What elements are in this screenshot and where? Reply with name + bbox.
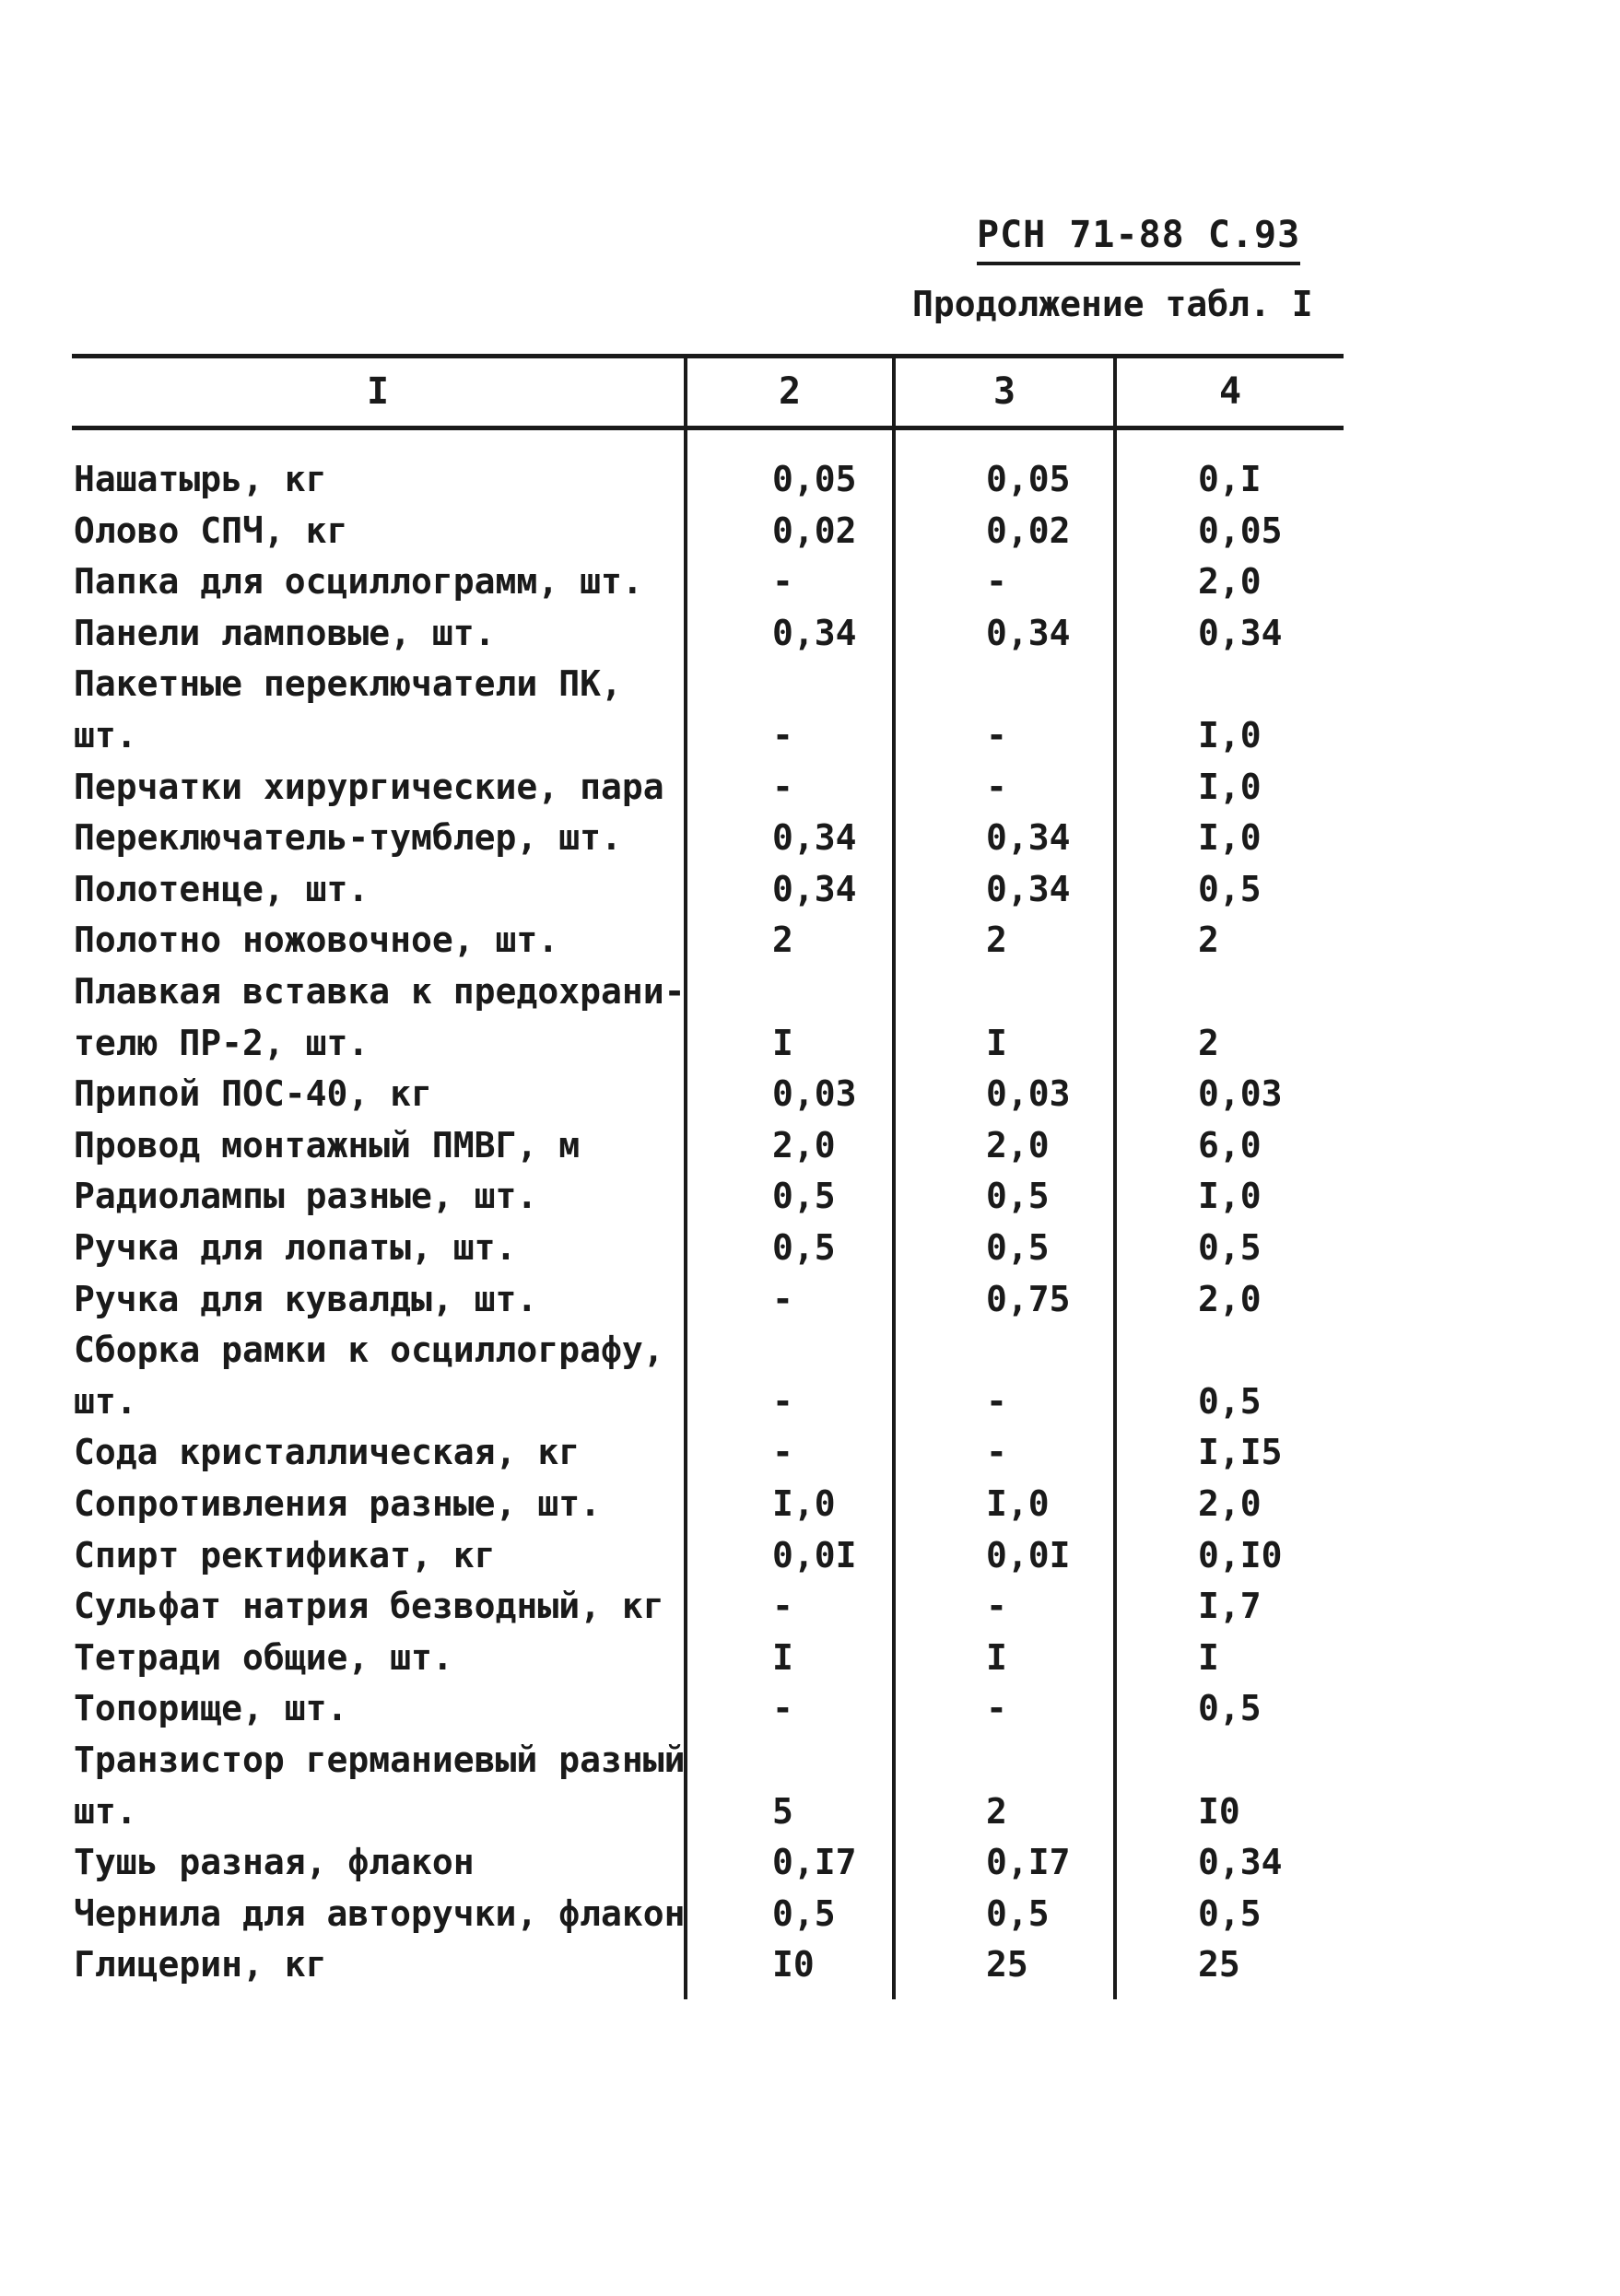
table-row <box>0 505 1620 556</box>
item-name: Олово СПЧ, кг <box>74 510 348 551</box>
value-col-3: 0,02 <box>986 510 1071 551</box>
value-col-3: 0,5 <box>986 1176 1050 1217</box>
item-name: шт. <box>74 1380 137 1422</box>
value-col-3: 0,05 <box>986 459 1071 499</box>
value-col-3: 0,03 <box>986 1073 1071 1115</box>
value-col-2: - <box>772 1688 793 1729</box>
item-name: Транзистор германиевый разный <box>74 1740 686 1780</box>
table-row <box>0 556 1620 607</box>
value-col-4: 6,0 <box>1198 1124 1262 1166</box>
value-col-2: 2 <box>772 920 793 961</box>
value-col-3: - <box>986 1688 1007 1729</box>
table-row <box>0 1170 1620 1222</box>
value-col-4: 2 <box>1198 920 1219 961</box>
table-row <box>0 761 1620 813</box>
item-name: Сопротивления разные, шт. <box>74 1483 601 1524</box>
value-col-2: 0,I7 <box>772 1842 857 1883</box>
document-code: РСН 71-88 С.93 <box>977 214 1300 265</box>
value-col-4: I,0 <box>1198 766 1262 807</box>
table-row <box>0 1426 1620 1478</box>
value-col-3: 0,34 <box>986 817 1071 859</box>
value-col-3: I <box>986 1636 1007 1678</box>
item-name: Папка для осциллограмм, шт. <box>74 561 643 603</box>
table-row <box>0 1017 1620 1069</box>
value-col-2: - <box>772 1278 793 1319</box>
value-col-4: 0,5 <box>1198 1227 1262 1268</box>
value-col-4: 25 <box>1198 1944 1240 1986</box>
table-row <box>0 1273 1620 1325</box>
value-col-2: - <box>772 1432 793 1473</box>
value-col-3: - <box>986 715 1007 756</box>
value-col-2: 0,5 <box>772 1892 836 1934</box>
value-col-4: I,7 <box>1198 1586 1262 1627</box>
table-row <box>0 1119 1620 1171</box>
table-row <box>0 966 1620 1017</box>
value-col-2: 0,34 <box>772 868 857 909</box>
value-col-4: I <box>1198 1636 1219 1678</box>
item-name: Спирт ректификат, кг <box>74 1534 496 1576</box>
item-name: Нашатырь, кг <box>74 459 327 499</box>
table-row <box>0 1786 1620 1837</box>
value-col-2: - <box>772 715 793 756</box>
column-header-4: 4 <box>1218 370 1242 413</box>
table-row <box>0 1580 1620 1632</box>
table-row <box>0 1324 1620 1376</box>
table-row <box>0 1478 1620 1529</box>
item-name: Пакетные переключатели ПК, <box>74 663 622 705</box>
value-col-3: 0,75 <box>986 1278 1071 1319</box>
value-col-2: I <box>772 1636 793 1678</box>
item-name: Сульфат натрия безводный, кг <box>74 1586 664 1627</box>
value-col-4: 2,0 <box>1198 561 1262 603</box>
value-col-2: 0,34 <box>772 612 857 653</box>
item-name: Сборка рамки к осциллографу, <box>74 1330 664 1371</box>
value-col-3: 0,5 <box>986 1227 1050 1268</box>
value-col-2: 0,34 <box>772 817 857 859</box>
value-col-2: 0,05 <box>772 459 857 499</box>
table-row <box>0 1529 1620 1581</box>
item-name: Тетради общие, шт. <box>74 1636 453 1678</box>
value-col-2: - <box>772 561 793 603</box>
value-col-3: 0,5 <box>986 1892 1050 1934</box>
table-row <box>0 709 1620 761</box>
value-col-4: I,0 <box>1198 1176 1262 1217</box>
value-col-3: 2 <box>986 1790 1007 1832</box>
value-col-3: 2,0 <box>986 1124 1050 1166</box>
item-name: Переключатель-тумблер, шт. <box>74 817 622 859</box>
value-col-2: - <box>772 766 793 807</box>
value-col-3: - <box>986 1380 1007 1422</box>
table-row <box>0 1734 1620 1786</box>
value-col-3: 0,34 <box>986 612 1071 653</box>
table-row <box>0 1888 1620 1939</box>
value-col-4: I,0 <box>1198 817 1262 859</box>
item-name: Радиолампы разные, шт. <box>74 1176 538 1217</box>
value-col-2: - <box>772 1586 793 1627</box>
value-col-3: 0,34 <box>986 868 1071 909</box>
item-name: Полотно ножовочное, шт. <box>74 920 559 961</box>
value-col-3: - <box>986 1586 1007 1627</box>
value-col-3: I,0 <box>986 1483 1050 1524</box>
value-col-2: I,0 <box>772 1483 836 1524</box>
value-col-4: 0,I <box>1198 459 1262 499</box>
value-col-2: - <box>772 1380 793 1422</box>
value-col-4: 0,5 <box>1198 1892 1262 1934</box>
value-col-2: 0,5 <box>772 1227 836 1268</box>
table-row <box>0 1222 1620 1273</box>
value-col-4: 2 <box>1198 1022 1219 1063</box>
value-col-4: 0,34 <box>1198 612 1283 653</box>
item-name: шт. <box>74 715 137 756</box>
value-col-2: 0,03 <box>772 1073 857 1115</box>
item-name: Припой ПОС-40, кг <box>74 1073 432 1115</box>
item-name: Тушь разная, флакон <box>74 1842 475 1883</box>
item-name: Чернила для авторучки, флакон <box>74 1892 686 1934</box>
value-col-4: 2,0 <box>1198 1278 1262 1319</box>
table-row <box>0 1682 1620 1734</box>
value-col-2: 0,0I <box>772 1534 857 1576</box>
value-col-4: I,I5 <box>1198 1432 1283 1473</box>
value-col-4: 0,34 <box>1198 1842 1283 1883</box>
value-col-2: 5 <box>772 1790 793 1832</box>
table-row <box>0 1632 1620 1683</box>
item-name: шт. <box>74 1790 137 1832</box>
table-continuation-label: Продолжение табл. I <box>912 284 1313 324</box>
value-col-4: I,0 <box>1198 715 1262 756</box>
item-name: Сода кристаллическая, кг <box>74 1432 581 1473</box>
value-col-4: 0,I0 <box>1198 1534 1283 1576</box>
item-name: Топорище, шт. <box>74 1688 348 1729</box>
value-col-2: I0 <box>772 1944 815 1986</box>
value-col-2: 0,02 <box>772 510 857 551</box>
table-row <box>0 1376 1620 1427</box>
item-name: Ручка для кувалды, шт. <box>74 1278 538 1319</box>
value-col-2: 0,5 <box>772 1176 836 1217</box>
table-row <box>0 658 1620 709</box>
column-header-3: 3 <box>992 370 1016 413</box>
table-row <box>0 812 1620 863</box>
table-row <box>0 914 1620 966</box>
value-col-3: 25 <box>986 1944 1028 1986</box>
item-name: Панели ламповые, шт. <box>74 612 496 653</box>
value-col-4: 0,5 <box>1198 868 1262 909</box>
item-name: Провод монтажный ПМВГ, м <box>74 1124 581 1166</box>
item-name: Плавкая вставка к предохрани- <box>74 971 686 1012</box>
table-row <box>0 1836 1620 1888</box>
item-name: Ручка для лопаты, шт. <box>74 1227 517 1268</box>
item-name: телю ПР-2, шт. <box>74 1022 370 1063</box>
value-col-4: 0,5 <box>1198 1688 1262 1729</box>
value-col-3: 2 <box>986 920 1007 961</box>
value-col-4: I0 <box>1198 1790 1240 1832</box>
item-name: Полотенце, шт. <box>74 868 370 909</box>
table-row <box>0 453 1620 505</box>
value-col-4: 0,05 <box>1198 510 1283 551</box>
value-col-4: 2,0 <box>1198 1483 1262 1524</box>
column-header-1: I <box>366 370 390 413</box>
value-col-3: - <box>986 1432 1007 1473</box>
column-header-2: 2 <box>778 370 802 413</box>
value-col-2: 2,0 <box>772 1124 836 1166</box>
value-col-3: - <box>986 766 1007 807</box>
table-row <box>0 1068 1620 1119</box>
table-row <box>0 1939 1620 1990</box>
item-name: Глицерин, кг <box>74 1944 327 1986</box>
value-col-3: - <box>986 561 1007 603</box>
value-col-3: 0,0I <box>986 1534 1071 1576</box>
value-col-3: I <box>986 1022 1007 1063</box>
value-col-3: 0,I7 <box>986 1842 1071 1883</box>
item-name: Перчатки хирургические, пара <box>74 766 664 807</box>
value-col-4: 0,5 <box>1198 1380 1262 1422</box>
value-col-2: I <box>772 1022 793 1063</box>
table-row <box>0 607 1620 659</box>
value-col-4: 0,03 <box>1198 1073 1283 1115</box>
table-row <box>0 863 1620 915</box>
